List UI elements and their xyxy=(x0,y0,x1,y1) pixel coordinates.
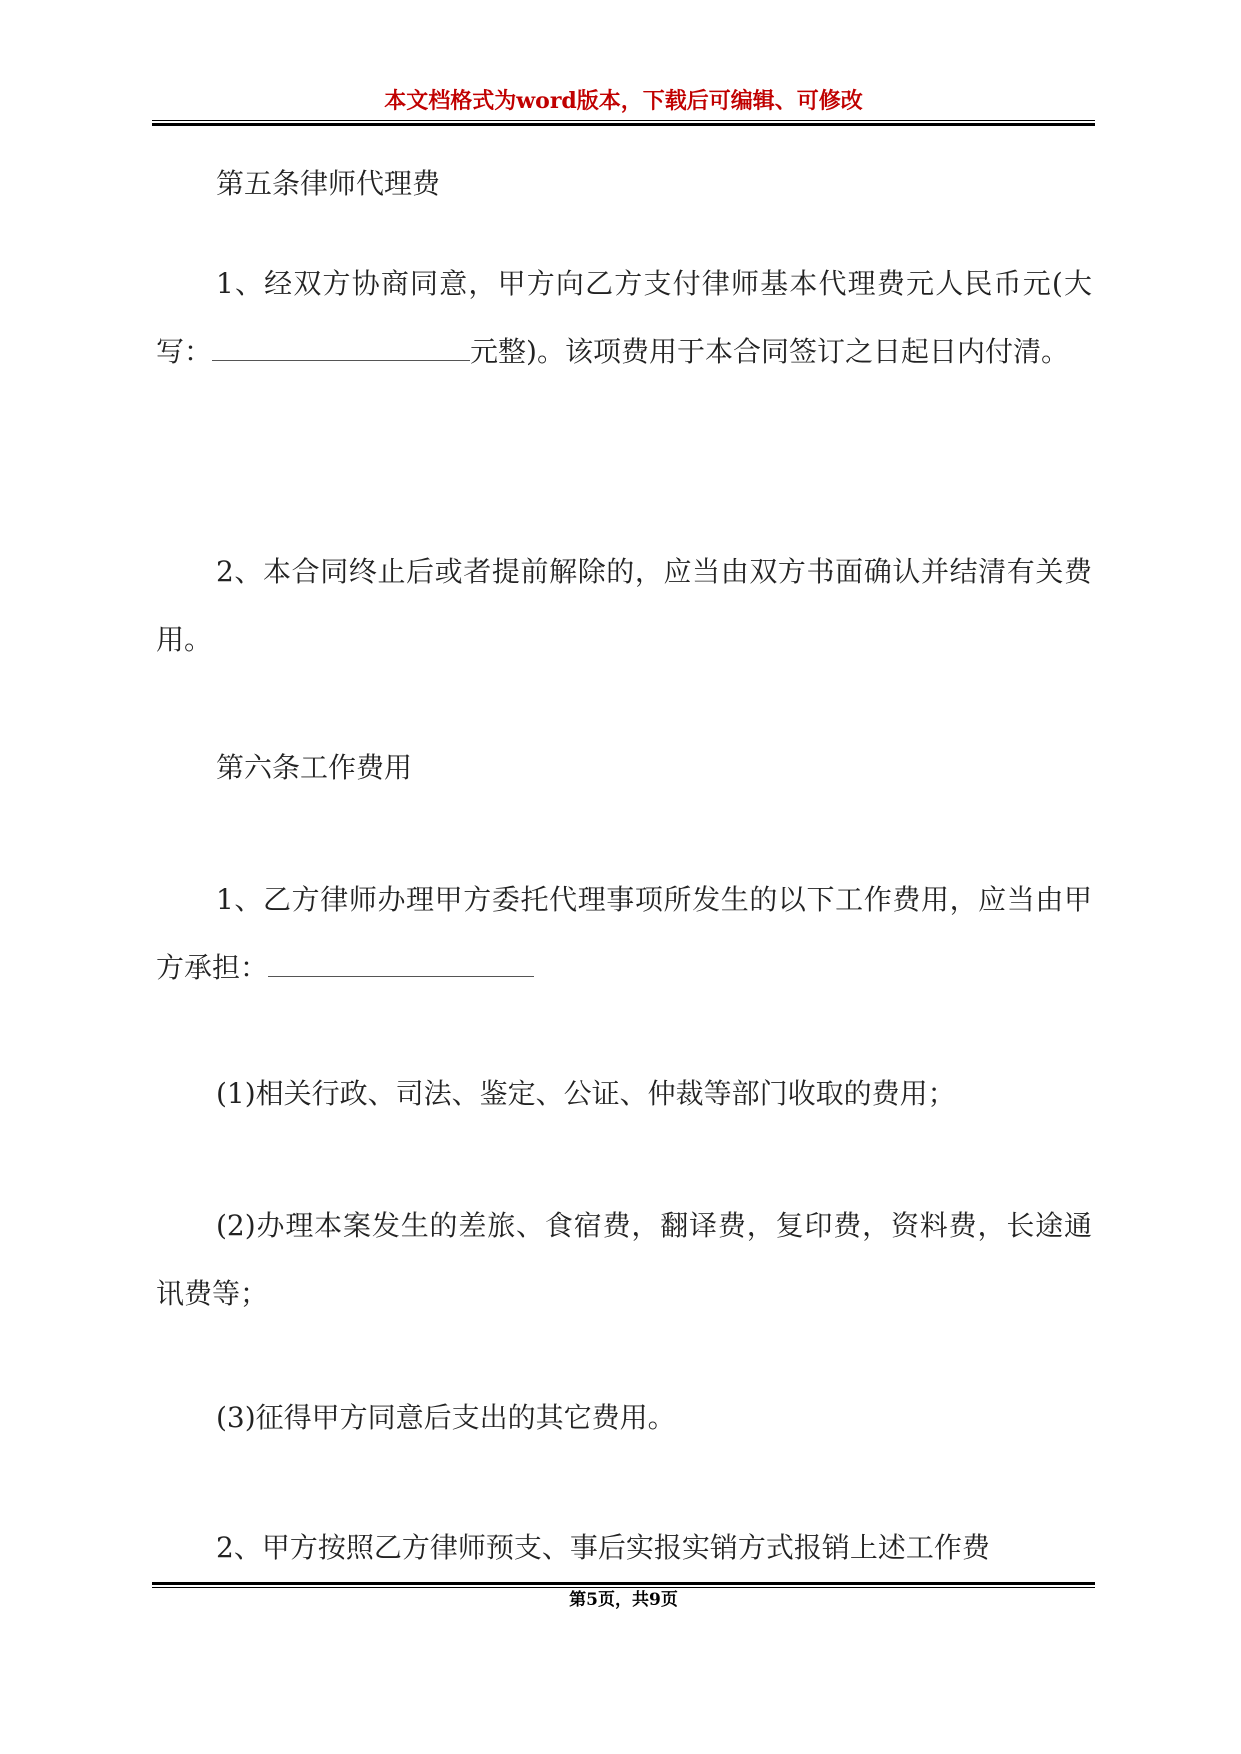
article6-paragraph-2: 2、甲方按照乙方律师预支、事后实报实销方式报销上述工作费 xyxy=(216,1531,990,1564)
article5-paragraph-1-start: 1、经双方协商同意，甲方向乙方支付律师基本代理费元人民币元(大写： xyxy=(156,267,1092,368)
article6-item-3: (3)征得甲方同意后支出的其它费用。 xyxy=(216,1401,676,1434)
article6-item-2: (2)办理本案发生的差旅、食宿费，翻译费，复印费，资料费，长途通讯费等； xyxy=(156,1209,1092,1310)
header-notice: 本文档格式为word版本，下载后可编辑、可修改 xyxy=(384,88,863,114)
article5-paragraph-1-end: 元整)。该项费用于本合同签订之日起日内付清。 xyxy=(470,335,1069,368)
article5-title: 第五条律师代理费 xyxy=(216,167,441,200)
article6-paragraph-1 xyxy=(156,866,1092,1002)
expense-bearer-blank xyxy=(268,954,534,977)
article6-title: 第六条工作费用 xyxy=(216,751,413,784)
article6-item-1: (1)相关行政、司法、鉴定、公证、仲裁等部门收取的费用； xyxy=(216,1077,956,1110)
header-divider xyxy=(152,120,1095,126)
amount-uppercase-blank xyxy=(212,338,470,361)
page-number: 第5页，共9页 xyxy=(569,1590,678,1610)
article5-paragraph-2: 2、本合同终止后或者提前解除的，应当由双方书面确认并结清有关费用。 xyxy=(156,555,1092,656)
article6-paragraph-1-text: 1、乙方律师办理甲方委托代理事项所发生的以下工作费用，应当由甲方承担： xyxy=(156,883,1092,984)
article5-paragraph-1 xyxy=(156,250,1092,386)
